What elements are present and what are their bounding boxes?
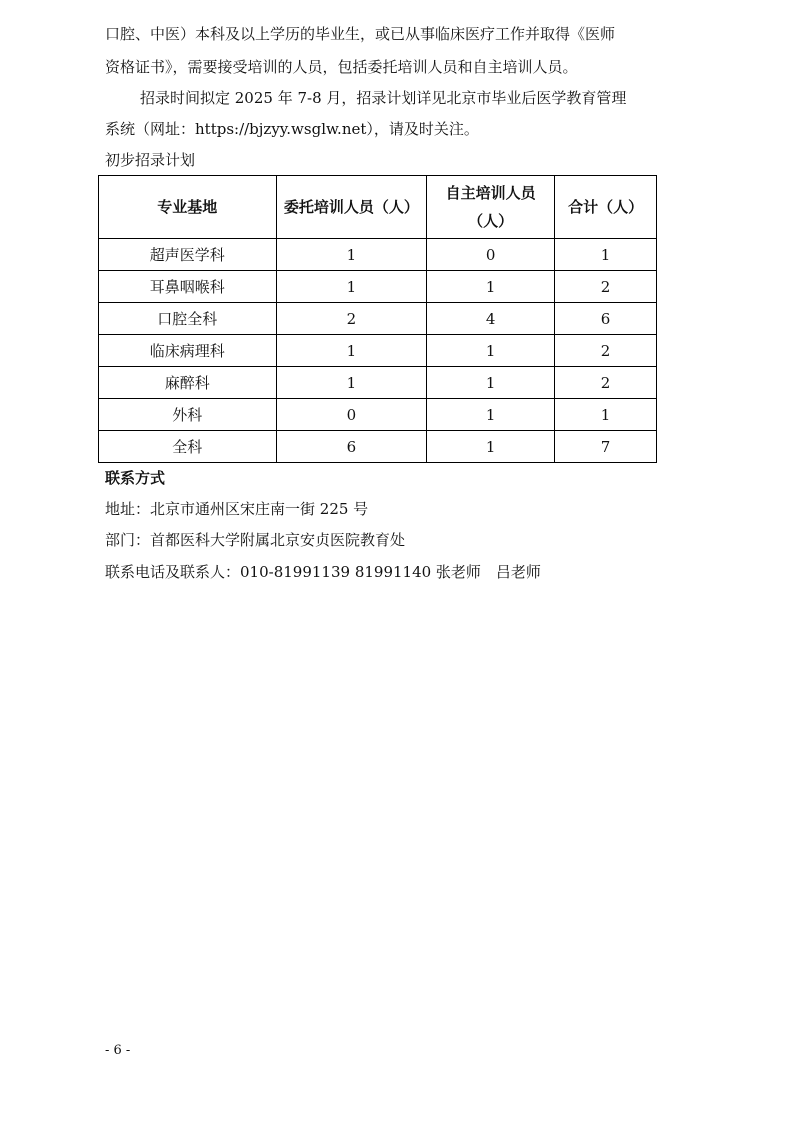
table-cell: 1 <box>276 367 427 399</box>
column-header: 合计（人） <box>555 176 657 239</box>
contact-heading: 联系方式 <box>105 469 166 487</box>
table-row <box>99 335 657 367</box>
paragraph-line: 招录时间拟定 2025 年 7-8 月，招录计划详见北京市毕业后医学教育管理 <box>140 89 627 107</box>
table-cell: 耳鼻咽喉科 <box>99 271 277 303</box>
table-cell: 2 <box>276 303 427 335</box>
column-header: 委托培训人员（人） <box>276 176 427 239</box>
table-cell: 2 <box>555 367 657 399</box>
table-cell: 1 <box>427 335 555 367</box>
table-cell: 1 <box>276 239 427 271</box>
table-cell: 1 <box>427 399 555 431</box>
column-header: 自主培训人员（人） <box>427 176 555 239</box>
table-cell: 1 <box>427 431 555 463</box>
table-row <box>99 239 657 271</box>
contact-department: 部门：首都医科大学附属北京安贞医院教育处 <box>105 531 406 549</box>
table-cell: 1 <box>555 239 657 271</box>
paragraph-line: 系统（网址：https://bjzyy.wsglw.net），请及时关注。 <box>105 120 479 138</box>
table-cell: 0 <box>276 399 427 431</box>
table-cell: 2 <box>555 335 657 367</box>
table-cell: 6 <box>276 431 427 463</box>
table-cell: 1 <box>555 399 657 431</box>
column-header: 专业基地 <box>99 176 277 239</box>
page-number: - 6 - <box>105 1043 131 1058</box>
table-caption: 初步招录计划 <box>105 151 196 169</box>
table-cell: 临床病理科 <box>99 335 277 367</box>
contact-phone: 联系电话及联系人：010-81991139 81991140 张老师 吕老师 <box>105 563 541 581</box>
table-row <box>99 367 657 399</box>
table-header-row <box>99 176 657 239</box>
table-row <box>99 399 657 431</box>
table-cell: 2 <box>555 271 657 303</box>
table-row <box>99 303 657 335</box>
table-cell: 1 <box>276 271 427 303</box>
table-cell: 7 <box>555 431 657 463</box>
table-cell: 6 <box>555 303 657 335</box>
table-cell: 1 <box>427 367 555 399</box>
table-cell: 1 <box>427 271 555 303</box>
paragraph-line: 资格证书》，需要接受培训的人员，包括委托培训人员和自主培训人员。 <box>105 58 578 76</box>
table-cell: 口腔全科 <box>99 303 277 335</box>
table-cell: 0 <box>427 239 555 271</box>
table-row <box>99 431 657 463</box>
table-cell: 麻醉科 <box>99 367 277 399</box>
table-cell: 1 <box>276 335 427 367</box>
table-row <box>99 271 657 303</box>
table-cell: 超声医学科 <box>99 239 277 271</box>
paragraph-line: 口腔、中医）本科及以上学历的毕业生，或已从事临床医疗工作并取得《医师 <box>105 25 616 43</box>
table-cell: 全科 <box>99 431 277 463</box>
enrollment-plan-table <box>98 175 657 463</box>
contact-address: 地址：北京市通州区宋庄南一街 225 号 <box>105 500 369 518</box>
table-cell: 4 <box>427 303 555 335</box>
table-cell: 外科 <box>99 399 277 431</box>
